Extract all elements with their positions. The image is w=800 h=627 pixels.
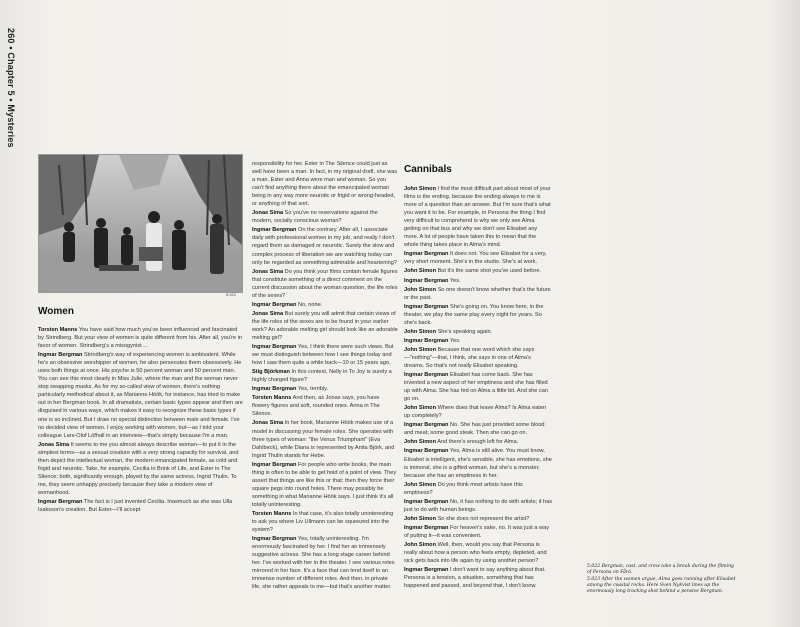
- speaker-name: Torsten Manns: [38, 327, 78, 333]
- speaker-name: Jonas Sima: [252, 210, 284, 217]
- speaker-name: Ingmar Bergman: [252, 461, 297, 468]
- paragraph: [404, 481, 552, 497]
- paragraph: [252, 510, 398, 534]
- paragraph-text: So you've no reservations against the modern, socially conscious woman?: [252, 210, 378, 225]
- paragraph-text: But surely you will admit that certain views of the life roles of the sexes are to be found in your earlier work? An adorable melting girl should look like an adorable melting girl?: [252, 310, 398, 341]
- paragraph-text: The fact is I just invented Cecilia. Inasmuch as she was Ulla Isaksson's creation. But Ester—I'll accept: [38, 498, 233, 514]
- paragraph-text: It seems to me you almost always describe woman—to put it in the simplest terms—as a sexual creature with a very strong capacity for survival, and then depict the intellectual woman, the modern emancipated female, as cold and frigid and neurotic. Take, for example, Cecilia in Brink of Life, and Ester in The Silence; both, significantly enough, played by the same actress, Ingrid Thulin. To me, they seem unhappy precisely because they take a modern view of womanhood.: [38, 441, 239, 496]
- speaker-name: Ingmar Bergman: [252, 301, 297, 308]
- speaker-name: Ingmar Bergman: [404, 372, 449, 379]
- paragraph: [252, 310, 398, 342]
- photo-caption: [587, 564, 737, 595]
- paragraph-text: On the contrary. After all, I associate daily with professional women in my job, and really I don't regard them as damaged or neurotic. Surely the slow and complex process of liberation we are watching today can only be regarded as something admirable and heartening?: [252, 227, 397, 266]
- paragraph-text: Elisabet has come back. She has invented a new aspect of her emptiness and she has filled up with Alma. She has fed on Alma a little bit. And she can go on.: [404, 372, 548, 403]
- speaker-name: Ingmar Bergman: [404, 498, 449, 505]
- paragraph: [38, 498, 244, 514]
- paragraph-text: I find the most difficult part about most of your films is the ending, because the ending always to me is more of a question than an answer. But I'm sure that's what you want it to be. For example, in Persona the thing I find very difficult to comprehend is why we only see Alma getting on that bus and why we don't see Elisabet any more. A lot of people have taken this to mean that the whole thing takes place in Alma's mind.: [404, 186, 551, 249]
- paragraph-text: Yes.: [448, 337, 461, 344]
- paragraph-text: In that case, it's also totally uninteresting to ask you where Liv Ullmann can be squeezed into the system?: [252, 510, 394, 534]
- paragraph: [404, 438, 552, 446]
- film-set-photo: [38, 154, 243, 293]
- speaker-name: Jonas Sima: [252, 268, 284, 275]
- paragraph: [404, 541, 552, 565]
- paragraph-text: So she does not represent the artist?: [436, 515, 530, 522]
- paragraph-text: In this context, Nelly in To Joy is surely a highly charged figure?: [252, 369, 392, 384]
- speaker-name: Ingmar Bergman: [38, 498, 83, 505]
- caption-line: 5.023 After the women argue, Alma goes running after Elisabet among the coastal rocks. Here Sven Nykvist lines up the enormously long tracking shot behind a pensive Bergman.: [587, 576, 736, 595]
- speaker-name: Ingmar Bergman: [252, 536, 297, 543]
- paragraph: [404, 346, 552, 370]
- photo-number: 5.022: [226, 292, 237, 297]
- speaker-name: Torsten Manns: [252, 395, 292, 402]
- paragraph-text: Do you think your films contain female figures that constitute something of a direct comment on the current discussion about the woman question, the life roles of the sexes?: [252, 268, 398, 299]
- paragraph: [252, 226, 398, 266]
- paragraph: [404, 421, 552, 437]
- paragraph: [404, 250, 552, 266]
- speaker-name: Jonas Sima: [252, 420, 284, 427]
- paragraph: [252, 461, 398, 509]
- paragraph-text: Yes.: [448, 277, 461, 284]
- paragraph: [404, 303, 552, 327]
- speaker-name: John Simon: [404, 515, 437, 522]
- paragraph-text: Because that one word which she says—"nothing"—that, I think, she says in one of Alma's dreams. So that's not really Elisabet speaking.: [404, 346, 535, 369]
- speaker-name: Ingmar Bergman: [404, 303, 449, 310]
- caption-line: 5.022 Bergman, cast, and crew take a break during the filming of Persona on Fårö.: [587, 564, 734, 576]
- speaker-name: Ingmar Bergman: [404, 524, 449, 531]
- speaker-name: Ingmar Bergman: [404, 251, 449, 258]
- text-column-1: [38, 326, 244, 515]
- paragraph-text: Yes, I think there were such views. But we must distinguish between how I see things today and how I saw them quite a while back—10 or 15 years ago.: [252, 344, 394, 367]
- speaker-name: John Simon: [404, 439, 437, 446]
- speaker-name: John Simon: [404, 346, 437, 353]
- paragraph: [252, 368, 398, 384]
- paragraph-text: In her book, Marianne Höök makes use of a model in discussing your female roles. She operates with three types of woman: "the Venus Triumphant" (Eva Dahlbeck), while Diana is represented by Anita Björk, and Ingrid Thulin stands for Hebe.: [252, 420, 395, 459]
- section-heading-cannibals: Cannibals: [404, 164, 452, 175]
- paragraph: [404, 267, 552, 275]
- speaker-name: Ingmar Bergman: [404, 277, 449, 284]
- paragraph: [404, 515, 552, 523]
- speaker-name: John Simon: [404, 405, 437, 412]
- paragraph: [252, 343, 398, 367]
- speaker-name: Ingmar Bergman: [404, 567, 449, 574]
- section-heading-women: Women: [38, 306, 74, 317]
- paragraph: [252, 209, 398, 225]
- speaker-name: John Simon: [404, 286, 437, 293]
- text-column-3: [404, 185, 552, 591]
- paragraph: [404, 371, 552, 403]
- paragraph: [252, 301, 398, 309]
- paragraph-text: For heaven's sake, no. It was just a way of putting it—it was convenient.: [404, 524, 550, 539]
- paragraph: [404, 328, 552, 336]
- paragraph-text: Where does that leave Alma? Is Alma eaten up completely?: [404, 405, 547, 420]
- paragraph: [404, 524, 552, 540]
- paragraph: [404, 185, 552, 249]
- speaker-name: John Simon: [404, 481, 437, 488]
- speaker-name: Ingmar Bergman: [252, 227, 297, 234]
- speaker-name: John Simon: [404, 268, 437, 275]
- paragraph-text: So one doesn't know whether that's the future or the past.: [404, 286, 551, 301]
- paragraph: [404, 286, 552, 302]
- paragraph-text: No, it has nothing to do with artists; it has just to do with human beings.: [404, 498, 552, 513]
- paragraph-text: And then, as Jonas says, you have flowery figures and soft, rounded ones. Anna in The Silence.: [252, 395, 380, 418]
- paragraph: [252, 160, 398, 208]
- speaker-name: John Simon: [404, 541, 437, 548]
- speaker-name: Torsten Manns: [252, 510, 292, 517]
- paragraph-text: She's speaking again.: [436, 328, 493, 335]
- paragraph: [404, 566, 552, 590]
- paragraph: [404, 277, 552, 285]
- paragraph: [404, 404, 552, 420]
- paragraph-text: Strindberg's way of experiencing women is ambivalent. While he's an obsessive worshipper of women, he also persecutes them obsessively. He uses both things at once. His psyche is 50 percent woman and 50 percent man. You can see this most clearly in Miss Julie, where the man and the woman never stop swapping masks. As for my so-called view of women, there's nothing particularly methodical about it, as Marianne Höök, for instance, has tried to make out in her Bergman book. In all dramatists, certain basic types appear and then are disguised in various ways, which makes it easy to recognize these basic types if one is so inclined. But I draw no special distinction between male and female. I've no decided view of women. I enjoy working with women, but—as I told your colleague Lars-Olof Löfhall in an interview—that's simply because I'm a man.: [38, 352, 243, 439]
- paragraph-text: No, none.: [296, 301, 323, 308]
- paragraph: [252, 268, 398, 300]
- paragraph-text: No. She has just provided some blood and meat, some good steak. Then she can go on.: [404, 422, 545, 437]
- paragraph-text: Yes, Alma is still alive. You must know, Elisabet is intelligent, she's sensible, she has emotions, she is immoral, she is a gifted woman, but she's a monster, because she has an emptiness in her.: [404, 448, 552, 479]
- paragraph: [252, 535, 398, 591]
- paragraph: [252, 394, 398, 418]
- text-column-2: [252, 160, 398, 592]
- paragraph-text: It does not. You see Elisabet for a very, very short moment. She's in the studio. She's at work.: [404, 251, 547, 266]
- speaker-name: Ingmar Bergman: [404, 448, 449, 455]
- page-edge-shadow: [772, 0, 800, 627]
- paragraph-text: responsibility for her. Ester in The Silence could just as well have been a man. In fact, in my original draft, she was a man. Ester and Anna were man and woman. So you can't find anything there about the emancipated woman being in any way more neurotic or frigid or wrong-headed, or anything of that sort.: [252, 161, 398, 208]
- speaker-name: Ingmar Bergman: [38, 352, 83, 359]
- paragraph-text: I don't want to say anything about that. Persona is a tension, a situation, something that has happened and passed, and beyond that, I don't know.: [404, 567, 546, 590]
- paragraph: [38, 326, 244, 350]
- speaker-name: John Simon: [404, 186, 437, 192]
- paragraph-text: She's going on. You know here, in the theater, we play the same play every night for years. So she's back.: [404, 303, 544, 326]
- paragraph-text: For people who write books, the main thing is often to be able to get hold of a point of view. They assert that things are like this or that; then they force their square pegs into round holes. There may possibly be something in what Marianne Höök says. I just think it's all totally uninteresting.: [252, 461, 397, 508]
- speaker-name: Jonas Sima: [38, 441, 70, 448]
- paragraph-text: You have said how much you've been influenced and fascinated by Strindberg. But your view of women is quite different from his. After all, you're in favor of women. Strindberg's a misogynist ...: [38, 327, 242, 350]
- paragraph-text: Do you think most artists have this emptiness?: [404, 481, 523, 496]
- speaker-name: Ingmar Bergman: [404, 422, 449, 429]
- speaker-name: Ingmar Bergman: [252, 386, 297, 393]
- paragraph: [404, 337, 552, 345]
- speaker-name: John Simon: [404, 328, 437, 335]
- paragraph: [252, 385, 398, 393]
- paragraph-text: And there's enough left for Alma.: [436, 439, 519, 446]
- paragraph-text: Well, then, would you say that Persona is really about how a person who feels empty, depleted, and sick gets back into life again by using another person?: [404, 541, 547, 565]
- paragraph: [38, 351, 244, 440]
- paragraph: [38, 441, 244, 497]
- paragraph-text: But it's the same shot you've used before.: [436, 268, 542, 275]
- speaker-name: Ingmar Bergman: [404, 337, 449, 344]
- speaker-name: Ingmar Bergman: [252, 344, 297, 351]
- paragraph-text: Yes, totally uninteresting. I'm enormously fascinated by her. I find her an immensely suggestive actress. She has a long stage career behind her. I've worked with her in the theater. I see various roles mirrored in her face. It's a face that can lend itself to an immense number of different roles. And then, in private life, she rather appeals to me—but that's another matter.: [252, 536, 395, 591]
- speaker-name: Jonas Sima: [252, 310, 284, 317]
- running-head: 260 • Chapter 5 • Mysteries: [6, 28, 16, 148]
- paragraph-text: Yes, terribly.: [296, 386, 329, 393]
- paragraph: [252, 419, 398, 459]
- paragraph: [404, 447, 552, 479]
- paragraph: [404, 498, 552, 514]
- speaker-name: Stig Björkman: [252, 369, 290, 376]
